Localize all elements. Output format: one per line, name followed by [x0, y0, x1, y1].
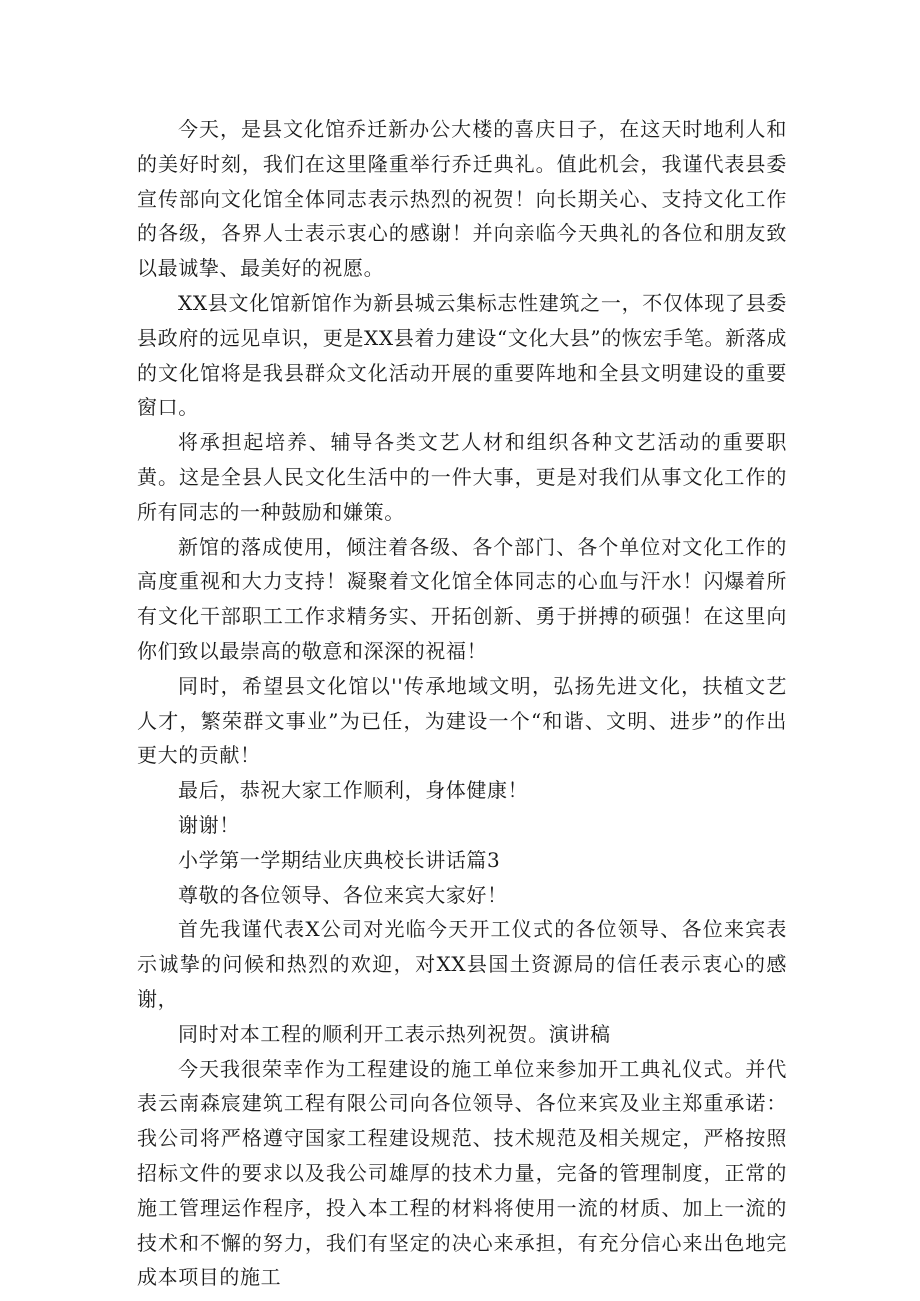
paragraph: 首先我谨代表X公司对光临今天开工仪式的各位领导、各位来宾表示诚挚的问候和热烈的欢迎，对XX县国土资源局的信任表示衷心的感谢，: [137, 917, 787, 1011]
paragraph: 同时对本工程的顺利开工表示热列祝贺。演讲稿: [178, 1021, 611, 1046]
paragraph: 今天，是县文化馆乔迁新办公大楼的喜庆日子，在这天时地利人和的美好时刻，我们在这里隆重举行乔迁典礼。值此机会，我谨代表县委宣传部向文化馆全体同志表示热烈的祝贺！向长期关心、支持文化工作的各级，各界人士表示衷心的感谢！并向亲临今天典礼的各位和朋友致以最诚挚、最美好的祝愿。: [137, 117, 787, 281]
paragraph: 今天我很荣幸作为工程建设的施工单位来参加开工典礼仪式。并代表云南森宸建筑工程有限公司向各位领导、各位来宾及业主郑重承诺：我公司将严格遵守国家工程建设规范、技术规范及相关规定，严格按照招标文件的要求以及我公司雄厚的技术力量，完备的管理制度，正常的施工管理运作程序，投入本工程的材料将使用一流的材质、加上一流的技术和不懈的努力，我们有坚定的决心来承担，有充分信心来出色地完成本项目的施工: [137, 1056, 787, 1290]
paragraph: XX县文化馆新馆作为新县城云集标志性建筑之一，不仅体现了县委县政府的远见卓识，更是XX县着力建设“文化大县”的恢宏手笔。新落成的文化馆将是我县群众文化活动开展的重要阵地和全县文明建设的重要窗口。: [137, 290, 787, 420]
document-body: [137, 112, 787, 1295]
paragraph: 同时，希望县文化馆以''传承地域文明，弘扬先进文化，扶植文艺人才，繁荣群文事业”为已任，为建设一个“和谐、文明、进步”的作出更大的贡献！: [137, 673, 787, 768]
paragraph: 最后，恭祝大家工作顺利，身体健康！: [178, 778, 529, 803]
paragraph: 将承担起培养、辅导各类文艺人材和组织各种文艺活动的重要职黄。这是全县人民文化生活中的一件大事，更是对我们从事文化工作的所有同志的一种鼓励和嫌策。: [137, 430, 787, 524]
greeting: 尊敬的各位领导、各位来宾大家好！: [178, 882, 508, 907]
paragraph: 新馆的落成使用，倾注着各级、各个部门、各个单位对文化工作的高度重视和大力支持！凝聚着文化馆全体同志的心血与汗水！闪爆着所有文化干部职工工作求精务实、开拓创新、勇于拼搏的硕强！在这里向你们致以最崇高的敬意和深深的祝福！: [137, 534, 787, 663]
section-heading: 小学第一学期结业庆典校长讲话篇3: [178, 847, 501, 872]
paragraph: 谢谢！: [178, 812, 240, 837]
